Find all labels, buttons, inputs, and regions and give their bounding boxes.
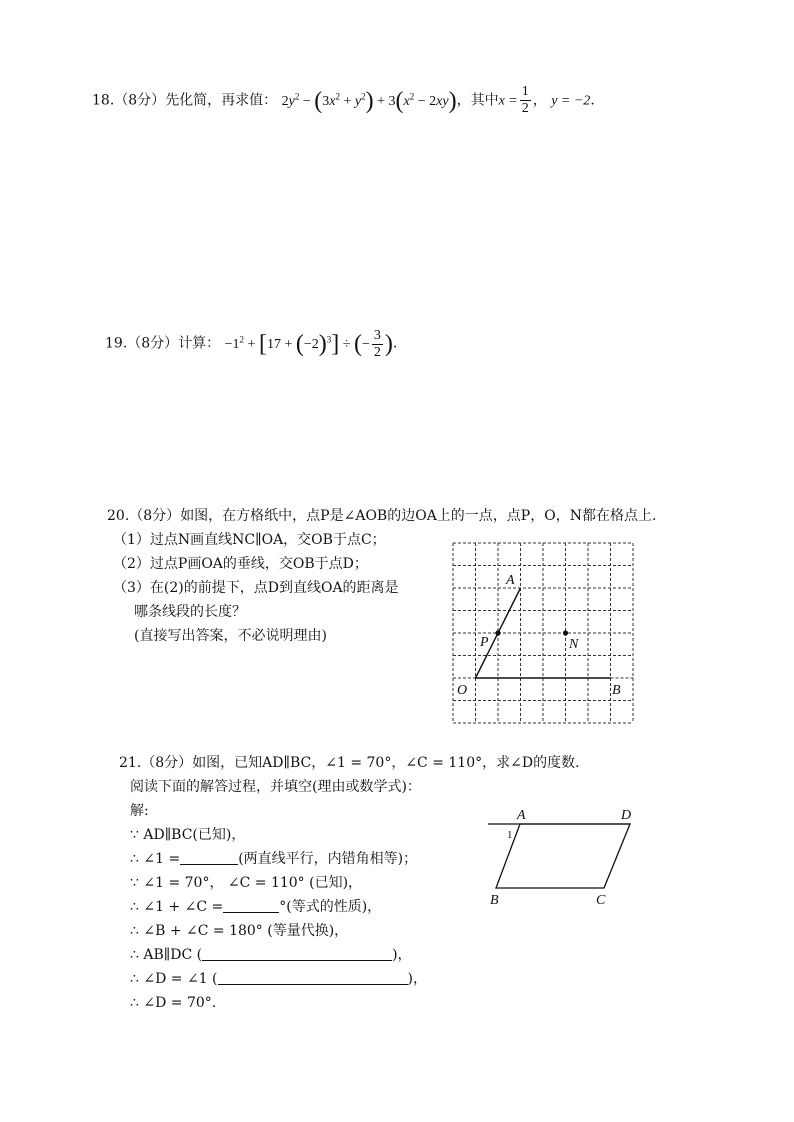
q19-instruction: 计算： — [178, 335, 221, 352]
q20-point-N — [563, 630, 568, 635]
q18-expression: $2y^2 - (3x^2 + y^2) + 3(x^2 - 2xy)$ — [281, 87, 457, 114]
q20-label-B: B — [612, 683, 621, 698]
q21-solution-label: 解: — [130, 803, 149, 819]
q21-blank-3[interactable] — [202, 946, 392, 961]
q20-label-O: O — [457, 683, 468, 698]
q20-label-N: N — [569, 637, 579, 652]
q18-x-label: x = — [498, 93, 518, 109]
q21-step-4-b: °(等式的性质)， — [279, 899, 382, 915]
q21-blank-4[interactable] — [218, 970, 408, 985]
q18-x-fraction: $\frac{1}{2}$ — [521, 84, 529, 116]
q20-part-1: （1）过点N画直线NC∥OA，交OB于点C； — [113, 532, 386, 548]
q20-grid-figure — [448, 538, 638, 728]
q19-expression: $-1^2 + [17 + (-2)^3]$ ÷ (− $\frac{3}{2}$ ) — [224, 328, 393, 360]
q21-label-C: C — [596, 893, 606, 908]
q20-part-3b: 哪条线段的长度？ — [134, 604, 246, 620]
q18-instruction: 先化简，再求值： — [165, 92, 278, 109]
q21-step-2-b: (两直线平行，内错角相等)； — [238, 851, 418, 867]
q18-sep: ， — [532, 92, 547, 109]
q21-blank-2[interactable] — [223, 898, 279, 913]
q20-grid-lines — [453, 543, 633, 723]
q20-stem-text: 如图，在方格纸中，点P是∠AOB的边OA上的一点，点P，O，N都在格点上. — [180, 508, 657, 524]
q21-step-3: ∵ ∠1 = 70°， ∠C = 110° (已知)， — [130, 875, 363, 891]
q21-step-2-a: ∴ ∠1 = — [130, 851, 181, 867]
q21-blank-1[interactable] — [180, 850, 238, 865]
q21-step-1: ∵ AD∥BC(已知)， — [130, 827, 246, 843]
q21-step-2 — [130, 849, 417, 869]
q19 — [105, 328, 397, 361]
q21-step-6-a: ∴ AB∥DC ( — [130, 947, 203, 963]
q20-label-A: A — [506, 573, 515, 588]
q21-read: 阅读下面的解答过程，并填空(理由或数学式)： — [130, 779, 421, 795]
q21-parallelogram-figure — [484, 802, 644, 912]
q21-step-6-b: )， — [392, 947, 412, 963]
q20-label-P: P — [480, 635, 489, 650]
q19-end: . — [392, 335, 398, 352]
q21-step-8: ∴ ∠D = 70°. — [130, 995, 217, 1011]
q20-note: (直接写出答案，不必说明理由) — [134, 628, 327, 644]
q20-number: 20. — [107, 508, 130, 524]
q19-score: （8分） — [127, 335, 179, 352]
q18-end: . — [590, 92, 595, 109]
q20-stem — [107, 506, 656, 526]
q21-step-7-a: ∴ ∠D = ∠1 ( — [130, 971, 218, 987]
q18 — [92, 84, 595, 117]
q21-step-7-b: )， — [407, 971, 427, 987]
q21-label-A: A — [517, 808, 526, 823]
q18-score: （8分） — [114, 92, 166, 109]
q20-part-2: （2）过点P画OA的垂线，交OB于点D； — [113, 556, 368, 572]
q21-score: （8分） — [141, 755, 193, 771]
q21-label-B: B — [490, 893, 499, 908]
q21-label-D: D — [621, 808, 632, 823]
q21-stem-text: 如图，已知AD∥BC，∠1 = 70°，∠C = 110°，求∠D的度数. — [192, 755, 580, 771]
q19-number: 19. — [105, 335, 128, 352]
q21-label-angle-1: 1 — [507, 829, 513, 841]
q21-step-7 — [130, 969, 427, 989]
q21-step-4-a: ∴ ∠1 + ∠C = — [130, 899, 224, 915]
q21-step-4 — [130, 897, 381, 917]
q18-number: 18. — [92, 92, 115, 109]
q18-given: ，其中 — [456, 92, 499, 109]
q19-fraction: $\frac{3}{2}$ — [373, 328, 381, 360]
q21-number: 21. — [119, 755, 142, 771]
q20-point-P — [495, 630, 500, 635]
q21-stem — [119, 753, 580, 773]
q21-parallelogram — [496, 824, 630, 888]
q21-step-5: ∴ ∠B + ∠C = 180° (等量代换)， — [130, 923, 349, 939]
q18-y-value: y = −2 — [551, 93, 591, 109]
q20-score: （8分） — [129, 508, 181, 524]
q20-part-3: （3）在(2)的前提下，点D到直线OA的距离是 — [113, 580, 399, 596]
q21-step-6 — [130, 945, 412, 965]
